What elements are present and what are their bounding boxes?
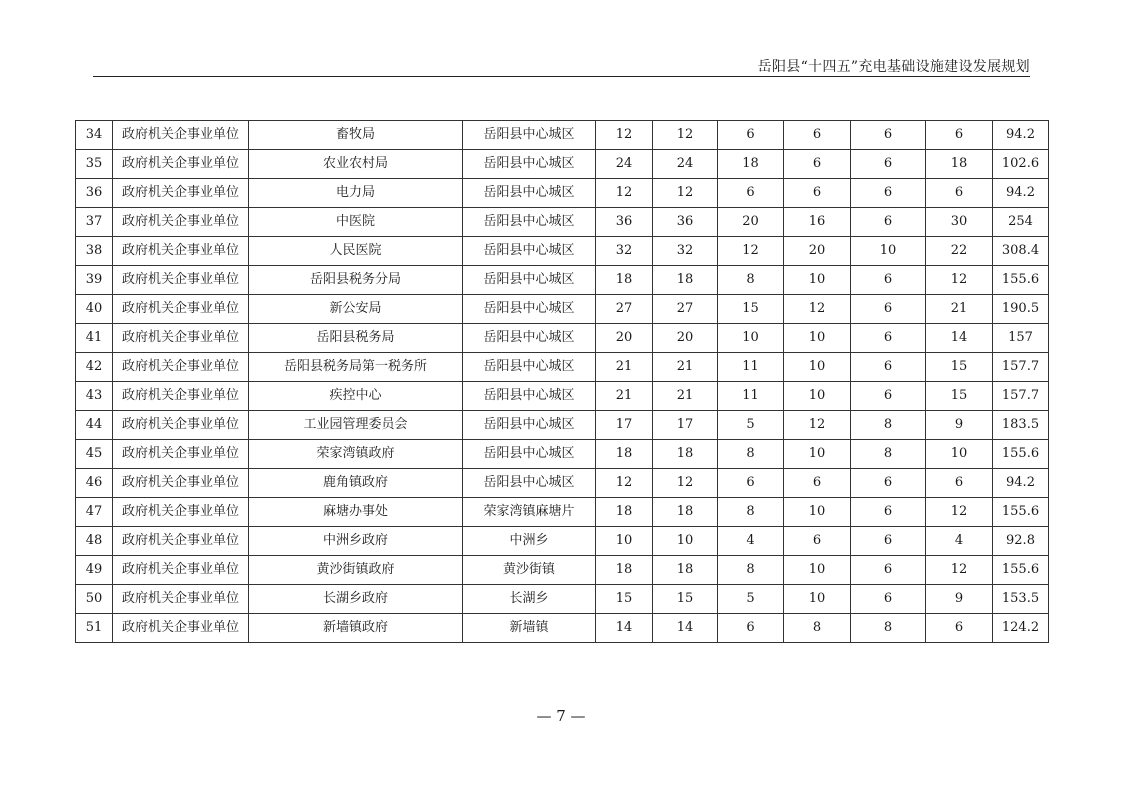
value-cell: 6	[926, 469, 993, 498]
table-row	[76, 440, 1049, 469]
row-index-cell: 46	[76, 469, 113, 498]
site-name-cell: 中医院	[249, 208, 463, 237]
value-cell: 21	[653, 353, 718, 382]
value-cell: 10	[784, 556, 851, 585]
value-cell: 6	[784, 469, 851, 498]
value-cell: 12	[784, 295, 851, 324]
row-index-cell: 42	[76, 353, 113, 382]
row-index-cell: 36	[76, 179, 113, 208]
location-cell: 岳阳县中心城区	[463, 150, 596, 179]
row-index-cell: 43	[76, 382, 113, 411]
value-cell: 6	[784, 121, 851, 150]
site-name-cell: 畜牧局	[249, 121, 463, 150]
location-cell: 岳阳县中心城区	[463, 469, 596, 498]
value-cell: 22	[926, 237, 993, 266]
value-cell: 8	[718, 556, 784, 585]
value-cell: 30	[926, 208, 993, 237]
table-row	[76, 179, 1049, 208]
value-cell: 18	[596, 440, 653, 469]
value-cell: 9	[926, 411, 993, 440]
row-index-cell: 38	[76, 237, 113, 266]
value-cell: 155.6	[993, 498, 1049, 527]
value-cell: 6	[851, 121, 926, 150]
value-cell: 10	[784, 440, 851, 469]
unit-type-cell: 政府机关企事业单位	[113, 527, 249, 556]
value-cell: 8	[718, 266, 784, 295]
value-cell: 20	[596, 324, 653, 353]
value-cell: 20	[784, 237, 851, 266]
value-cell: 10	[653, 527, 718, 556]
table-row	[76, 614, 1049, 643]
row-index-cell: 39	[76, 266, 113, 295]
value-cell: 21	[596, 382, 653, 411]
row-index-cell: 41	[76, 324, 113, 353]
site-name-cell: 电力局	[249, 179, 463, 208]
row-index-cell: 35	[76, 150, 113, 179]
unit-type-cell: 政府机关企事业单位	[113, 614, 249, 643]
value-cell: 10	[596, 527, 653, 556]
value-cell: 94.2	[993, 469, 1049, 498]
value-cell: 6	[851, 266, 926, 295]
value-cell: 21	[596, 353, 653, 382]
value-cell: 18	[596, 556, 653, 585]
location-cell: 岳阳县中心城区	[463, 121, 596, 150]
unit-type-cell: 政府机关企事业单位	[113, 556, 249, 585]
row-index-cell: 49	[76, 556, 113, 585]
value-cell: 6	[851, 382, 926, 411]
value-cell: 16	[784, 208, 851, 237]
site-name-cell: 岳阳县税务局	[249, 324, 463, 353]
table-row	[76, 266, 1049, 295]
value-cell: 10	[784, 585, 851, 614]
value-cell: 18	[653, 556, 718, 585]
row-index-cell: 47	[76, 498, 113, 527]
value-cell: 15	[596, 585, 653, 614]
header-divider	[93, 76, 1030, 77]
location-cell: 岳阳县中心城区	[463, 295, 596, 324]
value-cell: 12	[653, 469, 718, 498]
value-cell: 4	[926, 527, 993, 556]
value-cell: 308.4	[993, 237, 1049, 266]
value-cell: 21	[653, 382, 718, 411]
value-cell: 32	[596, 237, 653, 266]
unit-type-cell: 政府机关企事业单位	[113, 266, 249, 295]
value-cell: 4	[718, 527, 784, 556]
value-cell: 6	[718, 179, 784, 208]
location-cell: 岳阳县中心城区	[463, 208, 596, 237]
value-cell: 254	[993, 208, 1049, 237]
value-cell: 10	[718, 324, 784, 353]
value-cell: 8	[784, 614, 851, 643]
value-cell: 6	[851, 469, 926, 498]
value-cell: 12	[718, 237, 784, 266]
value-cell: 155.6	[993, 266, 1049, 295]
value-cell: 18	[926, 150, 993, 179]
value-cell: 124.2	[993, 614, 1049, 643]
value-cell: 157.7	[993, 353, 1049, 382]
table-row	[76, 237, 1049, 266]
row-index-cell: 51	[76, 614, 113, 643]
site-name-cell: 鹿角镇政府	[249, 469, 463, 498]
location-cell: 长湖乡	[463, 585, 596, 614]
value-cell: 21	[926, 295, 993, 324]
table-row	[76, 121, 1049, 150]
value-cell: 190.5	[993, 295, 1049, 324]
value-cell: 8	[851, 440, 926, 469]
unit-type-cell: 政府机关企事业单位	[113, 121, 249, 150]
value-cell: 15	[718, 295, 784, 324]
site-name-cell: 岳阳县税务分局	[249, 266, 463, 295]
location-cell: 岳阳县中心城区	[463, 266, 596, 295]
site-name-cell: 疾控中心	[249, 382, 463, 411]
value-cell: 12	[784, 411, 851, 440]
value-cell: 18	[653, 440, 718, 469]
value-cell: 10	[784, 324, 851, 353]
value-cell: 36	[653, 208, 718, 237]
value-cell: 153.5	[993, 585, 1049, 614]
unit-type-cell: 政府机关企事业单位	[113, 498, 249, 527]
value-cell: 8	[851, 411, 926, 440]
table-row	[76, 208, 1049, 237]
unit-type-cell: 政府机关企事业单位	[113, 150, 249, 179]
value-cell: 8	[718, 440, 784, 469]
table-row	[76, 527, 1049, 556]
value-cell: 24	[653, 150, 718, 179]
row-index-cell: 34	[76, 121, 113, 150]
site-name-cell: 工业园管理委员会	[249, 411, 463, 440]
value-cell: 18	[596, 498, 653, 527]
location-cell: 岳阳县中心城区	[463, 179, 596, 208]
page-number: — 7 —	[536, 707, 586, 725]
location-cell: 黄沙街镇	[463, 556, 596, 585]
value-cell: 6	[851, 556, 926, 585]
unit-type-cell: 政府机关企事业单位	[113, 469, 249, 498]
table-row	[76, 295, 1049, 324]
value-cell: 6	[851, 353, 926, 382]
unit-type-cell: 政府机关企事业单位	[113, 411, 249, 440]
value-cell: 17	[596, 411, 653, 440]
value-cell: 32	[653, 237, 718, 266]
location-cell: 岳阳县中心城区	[463, 353, 596, 382]
value-cell: 12	[596, 179, 653, 208]
site-name-cell: 黄沙街镇政府	[249, 556, 463, 585]
value-cell: 6	[718, 614, 784, 643]
value-cell: 12	[653, 121, 718, 150]
value-cell: 6	[926, 179, 993, 208]
site-name-cell: 荣家湾镇政府	[249, 440, 463, 469]
table-row	[76, 498, 1049, 527]
site-name-cell: 新墙镇政府	[249, 614, 463, 643]
value-cell: 5	[718, 411, 784, 440]
value-cell: 11	[718, 382, 784, 411]
value-cell: 24	[596, 150, 653, 179]
value-cell: 92.8	[993, 527, 1049, 556]
location-cell: 岳阳县中心城区	[463, 237, 596, 266]
table-row	[76, 469, 1049, 498]
row-index-cell: 44	[76, 411, 113, 440]
location-cell: 岳阳县中心城区	[463, 324, 596, 353]
value-cell: 6	[851, 585, 926, 614]
table-row	[76, 556, 1049, 585]
value-cell: 157	[993, 324, 1049, 353]
value-cell: 6	[851, 324, 926, 353]
value-cell: 18	[718, 150, 784, 179]
value-cell: 102.6	[993, 150, 1049, 179]
value-cell: 6	[851, 498, 926, 527]
value-cell: 10	[784, 498, 851, 527]
value-cell: 15	[653, 585, 718, 614]
value-cell: 8	[851, 614, 926, 643]
value-cell: 36	[596, 208, 653, 237]
row-index-cell: 37	[76, 208, 113, 237]
value-cell: 10	[784, 353, 851, 382]
unit-type-cell: 政府机关企事业单位	[113, 353, 249, 382]
table-body	[76, 121, 1049, 643]
site-name-cell: 中洲乡政府	[249, 527, 463, 556]
value-cell: 155.6	[993, 556, 1049, 585]
unit-type-cell: 政府机关企事业单位	[113, 237, 249, 266]
unit-type-cell: 政府机关企事业单位	[113, 382, 249, 411]
location-cell: 中洲乡	[463, 527, 596, 556]
value-cell: 155.6	[993, 440, 1049, 469]
value-cell: 14	[596, 614, 653, 643]
value-cell: 10	[784, 266, 851, 295]
value-cell: 94.2	[993, 179, 1049, 208]
value-cell: 6	[851, 150, 926, 179]
unit-type-cell: 政府机关企事业单位	[113, 324, 249, 353]
document-header-title: 岳阳县“十四五”充电基础设施建设发展规划	[757, 59, 1030, 75]
row-index-cell: 40	[76, 295, 113, 324]
value-cell: 157.7	[993, 382, 1049, 411]
row-index-cell: 48	[76, 527, 113, 556]
value-cell: 18	[596, 266, 653, 295]
charging-facility-table	[75, 120, 1049, 643]
value-cell: 12	[926, 266, 993, 295]
value-cell: 9	[926, 585, 993, 614]
table-row	[76, 382, 1049, 411]
location-cell: 岳阳县中心城区	[463, 382, 596, 411]
table-row	[76, 353, 1049, 382]
unit-type-cell: 政府机关企事业单位	[113, 295, 249, 324]
site-name-cell: 人民医院	[249, 237, 463, 266]
value-cell: 6	[784, 527, 851, 556]
value-cell: 6	[851, 527, 926, 556]
value-cell: 6	[784, 150, 851, 179]
value-cell: 12	[596, 121, 653, 150]
table-row	[76, 411, 1049, 440]
value-cell: 6	[851, 295, 926, 324]
value-cell: 12	[596, 469, 653, 498]
site-name-cell: 麻塘办事处	[249, 498, 463, 527]
site-name-cell: 农业农村局	[249, 150, 463, 179]
row-index-cell: 45	[76, 440, 113, 469]
value-cell: 6	[718, 121, 784, 150]
table-row	[76, 585, 1049, 614]
value-cell: 18	[653, 498, 718, 527]
site-name-cell: 长湖乡政府	[249, 585, 463, 614]
value-cell: 15	[926, 382, 993, 411]
value-cell: 27	[653, 295, 718, 324]
value-cell: 6	[851, 208, 926, 237]
unit-type-cell: 政府机关企事业单位	[113, 585, 249, 614]
value-cell: 6	[718, 469, 784, 498]
value-cell: 18	[653, 266, 718, 295]
value-cell: 183.5	[993, 411, 1049, 440]
value-cell: 10	[784, 382, 851, 411]
site-name-cell: 新公安局	[249, 295, 463, 324]
value-cell: 17	[653, 411, 718, 440]
unit-type-cell: 政府机关企事业单位	[113, 208, 249, 237]
table-row	[76, 150, 1049, 179]
value-cell: 27	[596, 295, 653, 324]
value-cell: 11	[718, 353, 784, 382]
value-cell: 8	[718, 498, 784, 527]
value-cell: 12	[926, 556, 993, 585]
site-name-cell: 岳阳县税务局第一税务所	[249, 353, 463, 382]
row-index-cell: 50	[76, 585, 113, 614]
value-cell: 20	[718, 208, 784, 237]
location-cell: 荣家湾镇麻塘片	[463, 498, 596, 527]
location-cell: 岳阳县中心城区	[463, 440, 596, 469]
value-cell: 20	[653, 324, 718, 353]
value-cell: 12	[926, 498, 993, 527]
value-cell: 6	[851, 179, 926, 208]
location-cell: 岳阳县中心城区	[463, 411, 596, 440]
value-cell: 6	[784, 179, 851, 208]
value-cell: 5	[718, 585, 784, 614]
value-cell: 15	[926, 353, 993, 382]
value-cell: 6	[926, 121, 993, 150]
table-row	[76, 324, 1049, 353]
value-cell: 10	[851, 237, 926, 266]
unit-type-cell: 政府机关企事业单位	[113, 440, 249, 469]
value-cell: 94.2	[993, 121, 1049, 150]
value-cell: 14	[926, 324, 993, 353]
value-cell: 12	[653, 179, 718, 208]
unit-type-cell: 政府机关企事业单位	[113, 179, 249, 208]
value-cell: 6	[926, 614, 993, 643]
location-cell: 新墙镇	[463, 614, 596, 643]
value-cell: 10	[926, 440, 993, 469]
value-cell: 14	[653, 614, 718, 643]
